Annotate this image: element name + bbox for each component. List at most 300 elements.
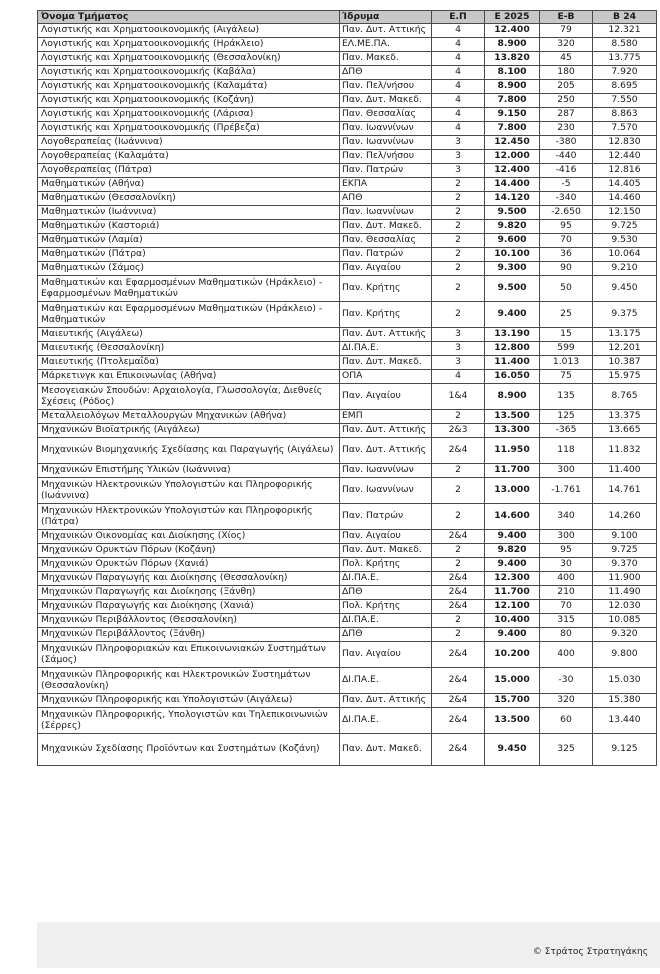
cell-e-b: 45 — [540, 52, 593, 66]
cell-b24: 11.900 — [593, 572, 657, 586]
cell-ep: 4 — [432, 94, 485, 108]
cell-e-b: -365 — [540, 424, 593, 438]
cell-institution: ΔΠΘ — [340, 628, 432, 642]
table-row — [38, 708, 657, 734]
cell-e-b: 95 — [540, 544, 593, 558]
cell-department-name: Μηχανικών Περιβάλλοντος (Ξάνθη) — [38, 628, 340, 642]
cell-department-name: Μαθηματικών (Σάμος) — [38, 262, 340, 276]
cell-e2025: 9.450 — [485, 734, 540, 766]
cell-e2025: 9.820 — [485, 220, 540, 234]
table-row — [38, 586, 657, 600]
cell-e2025: 13.500 — [485, 708, 540, 734]
cell-ep: 4 — [432, 38, 485, 52]
cell-department-name: Λογοθεραπείας (Ιωάννινα) — [38, 136, 340, 150]
cell-ep: 2 — [432, 192, 485, 206]
cell-ep: 2 — [432, 614, 485, 628]
cell-b24: 13.440 — [593, 708, 657, 734]
cell-ep: 2 — [432, 464, 485, 478]
cell-institution: Παν. Αιγαίου — [340, 642, 432, 668]
cell-ep: 3 — [432, 150, 485, 164]
cell-e-b: 79 — [540, 24, 593, 38]
cell-ep: 2 — [432, 178, 485, 192]
cell-e-b: 315 — [540, 614, 593, 628]
cell-e-b: 300 — [540, 464, 593, 478]
cell-b24: 15.380 — [593, 694, 657, 708]
cell-institution: Παν. Πατρών — [340, 504, 432, 530]
cell-ep: 2&4 — [432, 572, 485, 586]
cell-e2025: 9.500 — [485, 206, 540, 220]
cell-e-b: 230 — [540, 122, 593, 136]
cell-b24: 13.775 — [593, 52, 657, 66]
cell-e2025: 12.300 — [485, 572, 540, 586]
cell-e2025: 9.400 — [485, 558, 540, 572]
table-row — [38, 206, 657, 220]
cell-b24: 12.201 — [593, 342, 657, 356]
cell-b24: 9.725 — [593, 544, 657, 558]
cell-b24: 15.030 — [593, 668, 657, 694]
cell-department-name: Μαιευτικής (Θεσσαλονίκη) — [38, 342, 340, 356]
cell-department-name: Μάρκετινγκ και Επικοινωνίας (Αθήνα) — [38, 370, 340, 384]
cell-e2025: 9.400 — [485, 302, 540, 328]
cell-department-name: Μηχανικών Πληροφορικής και Ηλεκτρονικών Συστημάτων (Θεσσαλονίκη) — [38, 668, 340, 694]
cell-e2025: 13.190 — [485, 328, 540, 342]
cell-b24: 9.530 — [593, 234, 657, 248]
cell-e2025: 9.300 — [485, 262, 540, 276]
table-row — [38, 38, 657, 52]
cell-b24: 10.085 — [593, 614, 657, 628]
cell-institution: Παν. Δυτ. Μακεδ. — [340, 544, 432, 558]
cell-ep: 2 — [432, 302, 485, 328]
cell-department-name: Μεταλλειολόγων Μεταλλουργών Μηχανικών (Αθήνα) — [38, 410, 340, 424]
table-row — [38, 220, 657, 234]
cell-e-b: 15 — [540, 328, 593, 342]
cell-department-name: Μηχανικών Ορυκτών Πόρων (Χανιά) — [38, 558, 340, 572]
cell-b24: 9.320 — [593, 628, 657, 642]
cell-e2025: 9.820 — [485, 544, 540, 558]
cell-institution: Παν. Δυτ. Μακεδ. — [340, 94, 432, 108]
cell-department-name: Μηχανικών Οικονομίας και Διοίκησης (Χίος) — [38, 530, 340, 544]
cell-b24: 13.375 — [593, 410, 657, 424]
table-row — [38, 136, 657, 150]
cell-institution: Παν. Πελ/νήσου — [340, 150, 432, 164]
cell-b24: 12.150 — [593, 206, 657, 220]
cell-institution: Παν. Δυτ. Αττικής — [340, 694, 432, 708]
cell-b24: 9.370 — [593, 558, 657, 572]
table-row — [38, 80, 657, 94]
cell-e-b: 135 — [540, 384, 593, 410]
cell-b24: 9.800 — [593, 642, 657, 668]
cell-ep: 4 — [432, 66, 485, 80]
cell-b24: 7.920 — [593, 66, 657, 80]
table-header-row — [38, 11, 657, 24]
cell-e-b: 80 — [540, 628, 593, 642]
cell-ep: 2&4 — [432, 530, 485, 544]
cell-ep: 2&4 — [432, 694, 485, 708]
cell-e2025: 11.700 — [485, 586, 540, 600]
copyright-text: © Στράτος Στρατηγάκης — [532, 947, 648, 957]
table-row — [38, 150, 657, 164]
table-row — [38, 108, 657, 122]
table-row — [38, 370, 657, 384]
cell-department-name: Μαθηματικών και Εφαρμοσμένων Μαθηματικών (Ηράκλειο) - Μαθηματικών — [38, 302, 340, 328]
cell-ep: 2&4 — [432, 586, 485, 600]
cell-ep: 3 — [432, 356, 485, 370]
cell-department-name: Μεσογειακών Σπουδών: Αρχαιολογία, Γλωσσολογία, Διεθνείς Σχέσεις (Ρόδος) — [38, 384, 340, 410]
header-e-b[interactable]: Ε-Β — [540, 11, 593, 24]
cell-institution: ΔΠΘ — [340, 586, 432, 600]
cell-e-b: 400 — [540, 572, 593, 586]
cell-ep: 2 — [432, 628, 485, 642]
cell-ep: 4 — [432, 52, 485, 66]
table-row — [38, 558, 657, 572]
cell-department-name: Μηχανικών Περιβάλλοντος (Θεσσαλονίκη) — [38, 614, 340, 628]
cell-ep: 2 — [432, 234, 485, 248]
cell-ep: 2&4 — [432, 642, 485, 668]
table-row — [38, 530, 657, 544]
cell-institution: ΕΛ.ΜΕ.ΠΑ. — [340, 38, 432, 52]
table-row — [38, 52, 657, 66]
cell-b24: 12.816 — [593, 164, 657, 178]
table-row — [38, 164, 657, 178]
cell-b24: 11.490 — [593, 586, 657, 600]
cell-e-b: 340 — [540, 504, 593, 530]
cell-ep: 2 — [432, 220, 485, 234]
cell-institution: Παν. Ιωαννίνων — [340, 464, 432, 478]
cell-e-b: 250 — [540, 94, 593, 108]
cell-e-b: 325 — [540, 734, 593, 766]
table-row — [38, 234, 657, 248]
table-row — [38, 614, 657, 628]
cell-department-name: Λογιστικής και Χρηματοοικονομικής (Κοζάνη) — [38, 94, 340, 108]
cell-b24: 13.175 — [593, 328, 657, 342]
cell-e-b: -5 — [540, 178, 593, 192]
cell-department-name: Λογιστικής και Χρηματοοικονομικής (Λάρισα) — [38, 108, 340, 122]
cell-department-name: Μαθηματικών (Ιωάννινα) — [38, 206, 340, 220]
table-row — [38, 66, 657, 80]
cell-ep: 2 — [432, 410, 485, 424]
cell-e2025: 16.050 — [485, 370, 540, 384]
header-institution[interactable]: Ίδρυμα — [340, 11, 432, 24]
cell-e2025: 8.900 — [485, 80, 540, 94]
cell-e2025: 12.400 — [485, 164, 540, 178]
cell-e2025: 14.400 — [485, 178, 540, 192]
cell-department-name: Λογιστικής και Χρηματοοικονομικής (Ηράκλειο) — [38, 38, 340, 52]
cell-institution: ΔΙ.ΠΑ.Ε. — [340, 708, 432, 734]
cell-department-name: Μηχανικών Πληροφορικής και Υπολογιστών (Αιγάλεω) — [38, 694, 340, 708]
cell-department-name: Μηχανικών Πληροφοριακών και Επικοινωνιακών Συστημάτων (Σάμος) — [38, 642, 340, 668]
cell-ep: 4 — [432, 370, 485, 384]
cell-e-b: 320 — [540, 38, 593, 52]
cell-e-b: -440 — [540, 150, 593, 164]
cell-ep: 2 — [432, 276, 485, 302]
cell-e2025: 13.820 — [485, 52, 540, 66]
table-row — [38, 276, 657, 302]
cell-institution: Παν. Δυτ. Μακεδ. — [340, 734, 432, 766]
cell-e-b: 180 — [540, 66, 593, 80]
cell-department-name: Μαθηματικών (Λαμία) — [38, 234, 340, 248]
cell-e2025: 14.600 — [485, 504, 540, 530]
cell-department-name: Μηχανικών Παραγωγής και Διοίκησης (Ξάνθη) — [38, 586, 340, 600]
cell-e2025: 12.400 — [485, 24, 540, 38]
cell-department-name: Μηχανικών Πληροφορικής, Υπολογιστών και Τηλεπικοινωνιών (Σέρρες) — [38, 708, 340, 734]
header-department-name[interactable]: Όνομα Τμήματος — [38, 11, 340, 24]
cell-e2025: 9.600 — [485, 234, 540, 248]
cell-b24: 14.761 — [593, 478, 657, 504]
cell-institution: ΔΠΘ — [340, 66, 432, 80]
table-row — [38, 504, 657, 530]
cell-e2025: 12.100 — [485, 600, 540, 614]
table-row — [38, 328, 657, 342]
cell-institution: Παν. Ιωαννίνων — [340, 206, 432, 220]
cell-institution: Παν. Πελ/νήσου — [340, 80, 432, 94]
cell-ep: 2 — [432, 206, 485, 220]
table-row — [38, 694, 657, 708]
cell-e-b: -1.761 — [540, 478, 593, 504]
cell-institution: Παν. Δυτ. Αττικής — [340, 438, 432, 464]
cell-e2025: 7.800 — [485, 94, 540, 108]
table-row — [38, 464, 657, 478]
cell-e2025: 11.950 — [485, 438, 540, 464]
cell-institution: ΕΚΠΑ — [340, 178, 432, 192]
cell-ep: 4 — [432, 108, 485, 122]
cell-e-b: 60 — [540, 708, 593, 734]
cell-department-name: Λογοθεραπείας (Πάτρα) — [38, 164, 340, 178]
cell-ep: 4 — [432, 122, 485, 136]
cell-institution: Παν. Ιωαννίνων — [340, 122, 432, 136]
cell-e-b: 36 — [540, 248, 593, 262]
cell-e2025: 12.000 — [485, 150, 540, 164]
cell-e-b: 400 — [540, 642, 593, 668]
cell-e-b: 118 — [540, 438, 593, 464]
cell-department-name: Μηχανικών Βιομηχανικής Σχεδίασης και Παραγωγής (Αιγάλεω) — [38, 438, 340, 464]
table-row — [38, 600, 657, 614]
cell-institution: ΔΙ.ΠΑ.Ε. — [340, 668, 432, 694]
cell-e2025: 8.100 — [485, 66, 540, 80]
table-body — [38, 24, 657, 766]
cell-institution: ΟΠΑ — [340, 370, 432, 384]
table-row — [38, 24, 657, 38]
cell-institution: Παν. Μακεδ. — [340, 52, 432, 66]
cell-e-b: 320 — [540, 694, 593, 708]
cell-department-name: Μαθηματικών (Πάτρα) — [38, 248, 340, 262]
cell-e2025: 9.150 — [485, 108, 540, 122]
cell-e-b: 70 — [540, 600, 593, 614]
cell-e2025: 9.400 — [485, 530, 540, 544]
cell-b24: 12.830 — [593, 136, 657, 150]
cell-e2025: 8.900 — [485, 38, 540, 52]
cell-e-b: -416 — [540, 164, 593, 178]
cell-institution: Παν. Δυτ. Αττικής — [340, 24, 432, 38]
cell-e2025: 11.400 — [485, 356, 540, 370]
header-ep[interactable]: Ε.Π — [432, 11, 485, 24]
cell-e-b: 300 — [540, 530, 593, 544]
cell-e-b: 50 — [540, 276, 593, 302]
cell-institution: Παν. Πατρών — [340, 164, 432, 178]
cell-institution: Πολ. Κρήτης — [340, 600, 432, 614]
cell-e-b: 210 — [540, 586, 593, 600]
cell-department-name: Μηχανικών Παραγωγής και Διοίκησης (Θεσσαλονίκη) — [38, 572, 340, 586]
table-row — [38, 302, 657, 328]
cell-e2025: 12.800 — [485, 342, 540, 356]
cell-institution: ΑΠΘ — [340, 192, 432, 206]
cell-ep: 2&4 — [432, 708, 485, 734]
cell-department-name: Μηχανικών Βιοϊατρικής (Αιγάλεω) — [38, 424, 340, 438]
table-row — [38, 192, 657, 206]
cell-department-name: Μαθηματικών (Αθήνα) — [38, 178, 340, 192]
cell-e-b: 75 — [540, 370, 593, 384]
cell-department-name: Μηχανικών Παραγωγής και Διοίκησης (Χανιά) — [38, 600, 340, 614]
cell-b24: 9.450 — [593, 276, 657, 302]
cell-e2025: 12.450 — [485, 136, 540, 150]
cell-b24: 14.460 — [593, 192, 657, 206]
cell-b24: 8.863 — [593, 108, 657, 122]
cell-institution: ΕΜΠ — [340, 410, 432, 424]
cell-department-name: Μαθηματικών (Καστοριά) — [38, 220, 340, 234]
cell-institution: Παν. Δυτ. Αττικής — [340, 328, 432, 342]
cell-b24: 11.832 — [593, 438, 657, 464]
cell-department-name: Λογιστικής και Χρηματοοικονομικής (Καλαμάτα) — [38, 80, 340, 94]
cell-ep: 3 — [432, 164, 485, 178]
cell-e-b: 25 — [540, 302, 593, 328]
cell-department-name: Μαιευτικής (Αιγάλεω) — [38, 328, 340, 342]
cell-institution: ΔΙ.ΠΑ.Ε. — [340, 614, 432, 628]
cell-department-name: Λογιστικής και Χρηματοοικονομικής (Καβάλα) — [38, 66, 340, 80]
cell-e2025: 10.100 — [485, 248, 540, 262]
cell-e-b: -30 — [540, 668, 593, 694]
cell-ep: 3 — [432, 328, 485, 342]
table-row — [38, 424, 657, 438]
cell-ep: 2 — [432, 558, 485, 572]
cell-e2025: 8.900 — [485, 384, 540, 410]
cell-b24: 9.210 — [593, 262, 657, 276]
cell-department-name: Λογιστικής και Χρηματοοικονομικής (Πρέβεζα) — [38, 122, 340, 136]
cell-e-b: 70 — [540, 234, 593, 248]
cell-department-name: Λογιστικής και Χρηματοοικονομικής (Θεσσαλονίκη) — [38, 52, 340, 66]
cell-ep: 1&4 — [432, 384, 485, 410]
cell-institution: Παν. Αιγαίου — [340, 262, 432, 276]
cell-institution: Παν. Ιωαννίνων — [340, 478, 432, 504]
cell-b24: 8.695 — [593, 80, 657, 94]
cell-b24: 13.665 — [593, 424, 657, 438]
cell-department-name: Μηχανικών Ηλεκτρονικών Υπολογιστών και Πληροφορικής (Ιωάννινα) — [38, 478, 340, 504]
cell-department-name: Μηχανικών Επιστήμης Υλικών (Ιωάννινα) — [38, 464, 340, 478]
cell-ep: 2 — [432, 504, 485, 530]
cell-b24: 7.550 — [593, 94, 657, 108]
cell-institution: ΔΙ.ΠΑ.Ε. — [340, 572, 432, 586]
cell-department-name: Μηχανικών Σχεδίασης Προϊόντων και Συστημάτων (Κοζάνη) — [38, 734, 340, 766]
header-b24[interactable]: Β 24 — [593, 11, 657, 24]
cell-institution: Παν. Δυτ. Μακεδ. — [340, 356, 432, 370]
cell-b24: 9.125 — [593, 734, 657, 766]
cell-ep: 4 — [432, 24, 485, 38]
department-scores-table — [37, 10, 657, 766]
cell-b24: 9.100 — [593, 530, 657, 544]
cell-ep: 2&4 — [432, 600, 485, 614]
table-row — [38, 94, 657, 108]
cell-e2025: 14.120 — [485, 192, 540, 206]
cell-e2025: 11.700 — [485, 464, 540, 478]
cell-e2025: 15.700 — [485, 694, 540, 708]
cell-ep: 2 — [432, 544, 485, 558]
table-row — [38, 734, 657, 766]
table-row — [38, 356, 657, 370]
cell-ep: 2&4 — [432, 668, 485, 694]
cell-ep: 2&4 — [432, 734, 485, 766]
cell-institution: Παν. Αιγαίου — [340, 384, 432, 410]
header-e2025[interactable]: Ε 2025 — [485, 11, 540, 24]
table-row — [38, 668, 657, 694]
cell-e-b: 125 — [540, 410, 593, 424]
cell-institution: Παν. Δυτ. Μακεδ. — [340, 220, 432, 234]
cell-e-b: 1.013 — [540, 356, 593, 370]
table-row — [38, 642, 657, 668]
cell-b24: 15.975 — [593, 370, 657, 384]
cell-institution: Παν. Θεσσαλίας — [340, 234, 432, 248]
cell-department-name: Μαθηματικών (Θεσσαλονίκη) — [38, 192, 340, 206]
cell-b24: 12.030 — [593, 600, 657, 614]
cell-institution: ΔΙ.ΠΑ.Ε. — [340, 342, 432, 356]
cell-ep: 4 — [432, 80, 485, 94]
cell-e2025: 10.400 — [485, 614, 540, 628]
cell-e2025: 9.500 — [485, 276, 540, 302]
cell-institution: Πολ. Κρήτης — [340, 558, 432, 572]
cell-ep: 2 — [432, 248, 485, 262]
cell-b24: 12.321 — [593, 24, 657, 38]
cell-ep: 2&3 — [432, 424, 485, 438]
cell-e2025: 9.400 — [485, 628, 540, 642]
cell-b24: 10.064 — [593, 248, 657, 262]
cell-institution: Παν. Κρήτης — [340, 302, 432, 328]
cell-e-b: 90 — [540, 262, 593, 276]
cell-institution: Παν. Θεσσαλίας — [340, 108, 432, 122]
cell-b24: 9.375 — [593, 302, 657, 328]
cell-b24: 11.400 — [593, 464, 657, 478]
cell-e-b: 205 — [540, 80, 593, 94]
cell-e-b: -380 — [540, 136, 593, 150]
cell-b24: 9.725 — [593, 220, 657, 234]
cell-e2025: 7.800 — [485, 122, 540, 136]
cell-ep: 2 — [432, 478, 485, 504]
cell-department-name: Λογιστικής και Χρηματοοικονομικής (Αιγάλεω) — [38, 24, 340, 38]
table-row — [38, 178, 657, 192]
cell-b24: 7.570 — [593, 122, 657, 136]
cell-department-name: Μηχανικών Ηλεκτρονικών Υπολογιστών και Πληροφορικής (Πάτρα) — [38, 504, 340, 530]
cell-department-name: Μαθηματικών και Εφαρμοσμένων Μαθηματικών (Ηράκλειο) - Εφαρμοσμένων Μαθηματικών — [38, 276, 340, 302]
table-row — [38, 122, 657, 136]
cell-ep: 2&4 — [432, 438, 485, 464]
cell-e-b: 95 — [540, 220, 593, 234]
cell-b24: 10.387 — [593, 356, 657, 370]
cell-e-b: 599 — [540, 342, 593, 356]
cell-ep: 3 — [432, 136, 485, 150]
cell-b24: 14.405 — [593, 178, 657, 192]
cell-b24: 12.440 — [593, 150, 657, 164]
cell-institution: Παν. Κρήτης — [340, 276, 432, 302]
cell-b24: 14.260 — [593, 504, 657, 530]
cell-b24: 8.765 — [593, 384, 657, 410]
cell-e2025: 13.500 — [485, 410, 540, 424]
cell-department-name: Λογοθεραπείας (Καλαμάτα) — [38, 150, 340, 164]
cell-e2025: 13.000 — [485, 478, 540, 504]
cell-e-b: -2.650 — [540, 206, 593, 220]
table-row — [38, 248, 657, 262]
cell-department-name: Μηχανικών Ορυκτών Πόρων (Κοζάνη) — [38, 544, 340, 558]
table-row — [38, 478, 657, 504]
cell-institution: Παν. Πατρών — [340, 248, 432, 262]
table-row — [38, 544, 657, 558]
cell-e2025: 13.300 — [485, 424, 540, 438]
cell-institution: Παν. Δυτ. Αττικής — [340, 424, 432, 438]
